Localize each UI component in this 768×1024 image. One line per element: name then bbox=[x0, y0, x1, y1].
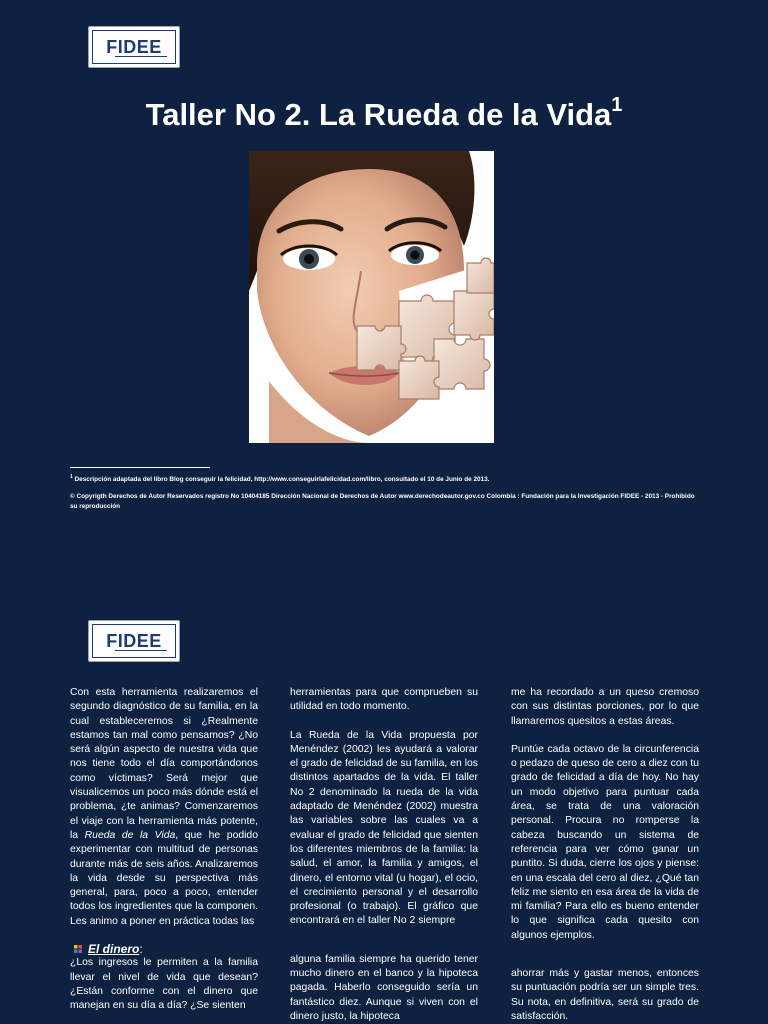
woman-puzzle-photo bbox=[249, 151, 494, 443]
logo-text: FIDEE bbox=[106, 630, 162, 651]
logo-frame bbox=[92, 624, 176, 658]
fidee-logo bbox=[88, 26, 180, 68]
heading-text: El dinero bbox=[88, 942, 140, 957]
logo-underline bbox=[115, 650, 167, 651]
column-1 bbox=[70, 686, 258, 1024]
col2-paragraph-3: alguna familia siempre ha querido tener mucho dinero en el banco y la hipoteca pagada. Haberlo conseguido sería un fantástico diez. Aunque si viven con el dinero justo, la hipoteca bbox=[290, 953, 478, 1022]
col1-emphasis-rueda: Rueda de la Vida bbox=[84, 829, 176, 841]
col1-paragraph-1 bbox=[70, 686, 258, 929]
logo-underline bbox=[115, 56, 167, 57]
section-heading-dinero bbox=[70, 942, 258, 956]
footnote-text: Descripción adaptada del libro Blog conseguir la felicidad, http://www.conseguirlafelicidad.com/libro, consultado el 10 de Junio de 2013. bbox=[72, 476, 490, 484]
footnote-mark: 1 bbox=[70, 474, 73, 480]
column-2 bbox=[290, 686, 478, 1024]
column-3 bbox=[511, 686, 699, 1024]
fidee-logo-page-2 bbox=[88, 620, 180, 662]
heading-suffix: : bbox=[139, 942, 143, 957]
col1-text-a: Con esta herramienta realizaremos el segundo diagnóstico de su familia, en la cual estableceremos si ¿Realmente estamos tan mal como pensamos? ¿No será algún aspecto de nuestra vida que nos tiene todo el día comportándonos como víctimas? Será mejor que visualicemos un poco más dónde está el problema, ¿te animas? Comenzaremos el viaje con la herramienta más potente, la bbox=[70, 687, 258, 841]
copyright-notice: © Copyrigth Derechos de Autor Reservados registro No 10404185 Dirección Nacional de Derechos de Autor www.derechodeautor.gov.co Colombia : Fundación para la Investigación FIDEE - 2013 - Prohibido su reproducción bbox=[70, 493, 695, 510]
logo-frame bbox=[92, 30, 176, 64]
footnote-rule bbox=[70, 467, 210, 468]
col2-paragraph-1: herramientas para que comprueben su utilidad en todo momento. bbox=[290, 687, 478, 713]
col1-paragraph-2: ¿Los ingresos le permiten a la familia llevar el nivel de vida que desean? ¿Están conforme con el dinero que manejan en su día a día? ¿Se sienten bbox=[70, 957, 258, 1012]
col1-text-b: , que he podido experimentar con multitud de personas durante más de seis años. Analizaremos la vida desde su perspectiva más general, para, poco a poco, entender todos los ingredientes que la componen. Les animo a poner en práctica todas las bbox=[70, 829, 258, 927]
col2-paragraph-2: La Rueda de la Vida propuesta por Menéndez (2002) les ayudará a valorar el grado de felicidad de su familia, en los distintos apartados de la vida. El taller No 2 denominado la rueda de la vida adaptado de Menéndez (2002) muestra las variables sobre las cuales va a evaluar el grado de felicidad que sienten los diferentes miembros de la familia: la salud, el amor, la familia y amigos, el dinero, el entorno vital (u hogar), el ocio, el crecimiento personal y el desarrollo profesional (o trabajo). El gráfico que encontrará en el taller No 2 siempre bbox=[290, 729, 478, 927]
footnote bbox=[70, 472, 700, 485]
col3-paragraph-2: Puntúe cada octavo de la circunferencia o pedazo de queso de cero a diez con tu grado de felicidad a día de hoy. No hay un modo objetivo para puntuar cada área, se trata de una valoración personal. Procura no romperse la cabeza buscando un sistema de referencia para ver cómo ganar un puntito. Si duda, cierre los ojos y piense: en una escala del cero al diez, ¿Qué tan feliz me siento en esa área de la vida de mi familia? Para ello es bueno entender lo que significa cada quesito con algunos ejemplos. bbox=[511, 743, 699, 941]
photo-illustration bbox=[249, 151, 494, 443]
col3-paragraph-3: ahorrar más y gastar menos, entonces su puntuación podría ser un simple tres. Su nota, en definitiva, será su grado de satisfacción. bbox=[511, 968, 699, 1022]
title-text: Taller No 2. La Rueda de la Vida bbox=[145, 97, 612, 132]
logo-text: FIDEE bbox=[106, 36, 162, 57]
page-title bbox=[0, 94, 768, 133]
col3-paragraph-1: me ha recordado a un queso cremoso con sus distintas porciones, por lo que llamaremos quesitos a estas áreas. bbox=[511, 687, 699, 727]
title-footnote-mark: 1 bbox=[611, 94, 623, 116]
bullet-icon bbox=[74, 945, 82, 953]
